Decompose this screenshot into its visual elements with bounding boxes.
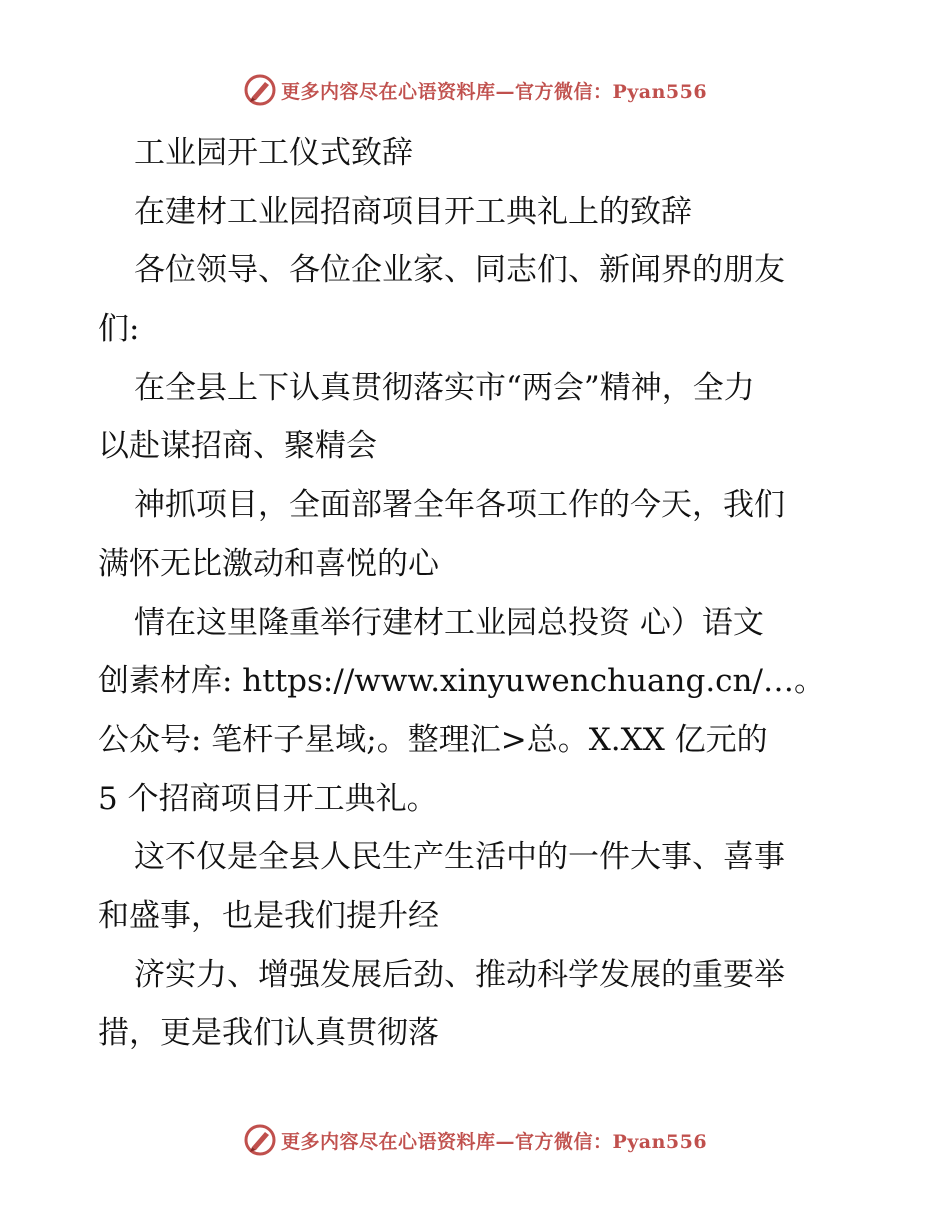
header-banner — [0, 70, 950, 110]
text-line: 公众号: 笔杆子星域;。整理汇>总。X.XX 亿元的 — [98, 721, 768, 758]
text-line: 满怀无比激动和喜悦的心 — [98, 545, 439, 582]
header-banner-text: 更多内容尽在心语资料库—官方微信：Pyan556 — [280, 80, 708, 103]
text-line: 们: — [98, 311, 140, 348]
footer-banner — [0, 1120, 950, 1160]
text-line: 措，更是我们认真贯彻落 — [98, 1015, 439, 1052]
text-line: 济实力、增强发展后劲、推动科学发展的重要举 — [134, 956, 785, 993]
text-line: 5 个招商项目开工典礼。 — [98, 780, 438, 817]
text-line: 各位领导、各位企业家、同志们、新闻界的朋友 — [134, 252, 785, 289]
text-line: 神抓项目，全面部署全年各项工作的今天，我们 — [134, 487, 785, 524]
document-body — [98, 124, 858, 1063]
footer-banner-text: 更多内容尽在心语资料库—官方微信：Pyan556 — [280, 1130, 708, 1153]
doc-subtitle: 在建材工业园招商项目开工典礼上的致辞 — [134, 193, 692, 230]
doc-title: 工业园开工仪式致辞 — [134, 135, 413, 171]
pen-circle-logo-icon — [243, 1123, 277, 1157]
text-line: 创素材库: https://www.xinyuwenchuang.cn/…。 — [98, 663, 825, 700]
text-line: 在全县上下认真贯彻落实市“两会”精神，全力 — [134, 369, 755, 406]
text-line: 情在这里隆重举行建材工业园总投资 心）语文 — [134, 604, 764, 641]
text-line: 以赴谋招商、聚精会 — [98, 428, 377, 465]
text-line: 和盛事，也是我们提升经 — [98, 897, 439, 934]
pen-circle-logo-icon — [243, 73, 277, 107]
text-line: 这不仅是全县人民生产生活中的一件大事、喜事 — [134, 839, 785, 876]
